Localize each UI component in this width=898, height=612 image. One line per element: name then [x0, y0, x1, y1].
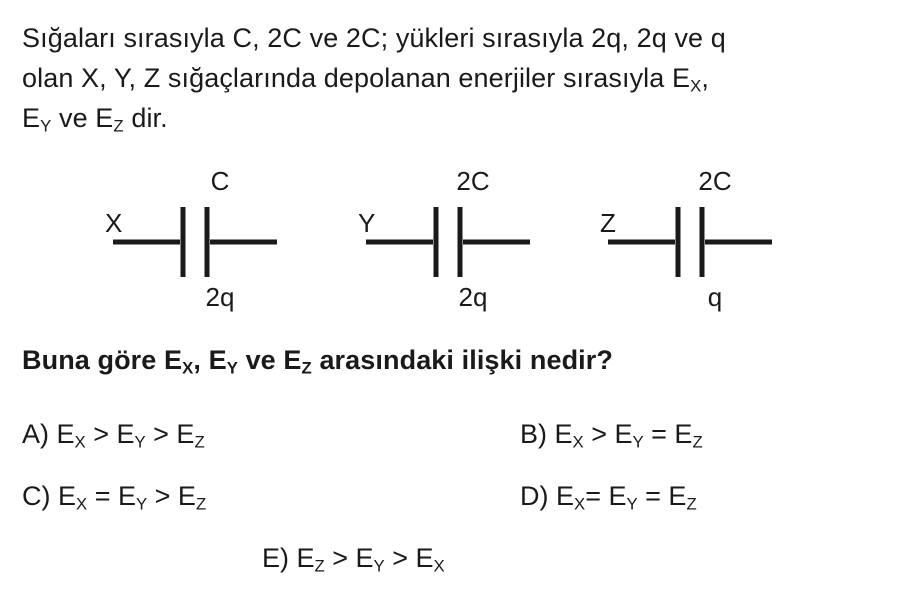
- stem-sub-x: X: [690, 76, 702, 96]
- capacitance-label-z: 2C: [698, 166, 732, 196]
- option-a-letter: A): [22, 419, 49, 449]
- prompt-part-2: , E: [193, 345, 227, 375]
- stem-line-3-tail: dir.: [123, 103, 168, 133]
- option-a[interactable]: [22, 418, 205, 450]
- prompt-part-3: ve E: [237, 345, 302, 375]
- capacitance-label-y: 2C: [456, 166, 490, 196]
- prompt-sub-y: Y: [226, 358, 238, 378]
- stem-line-2-text: olan X, Y, Z sığaçlarında depolanan enerjiler sırasıyla E: [22, 63, 691, 93]
- capacitor-symbol-icon: [95, 202, 305, 282]
- stem-line-3-mid: ve E: [51, 103, 114, 133]
- capacitor-diagram-y: [348, 160, 598, 330]
- option-c-letter: C): [22, 481, 51, 511]
- charge-label-z: q: [707, 282, 723, 312]
- option-d-text: $E_X= E_Y = E_Z$: [556, 481, 697, 514]
- stem-line-2-tail: ,: [701, 63, 709, 93]
- stem-sub-z: Z: [113, 116, 124, 136]
- prompt-part-4: arasındaki ilişki nedir?: [311, 345, 613, 375]
- option-d[interactable]: [520, 480, 697, 512]
- charge-label-y: 2q: [458, 282, 488, 312]
- capacitor-diagram-x: [95, 160, 345, 330]
- capacitor-name-y: Y: [358, 208, 376, 238]
- stem-line-3-text: E: [22, 103, 41, 133]
- option-b[interactable]: [520, 418, 703, 450]
- capacitor-name-z: Z: [600, 208, 616, 238]
- capacitor-name-x: X: [105, 208, 123, 238]
- capacitor-symbol-icon: [348, 202, 558, 282]
- option-e-text: $E_Z > E_Y > E_X$: [296, 543, 445, 576]
- prompt-sub-x: X: [182, 358, 194, 378]
- option-e-letter: E): [262, 543, 289, 573]
- capacitor-diagrams: [0, 160, 898, 330]
- capacitor-diagram-z: [590, 160, 840, 330]
- question-stem: [22, 18, 878, 138]
- capacitance-label-x: C: [210, 166, 230, 196]
- option-a-text: $E_X > E_Y > E_Z$: [56, 419, 205, 452]
- option-c-text: $E_X = E_Y > E_Z$: [58, 481, 207, 514]
- option-e[interactable]: [262, 542, 445, 574]
- capacitor-symbol-icon: [590, 202, 800, 282]
- stem-line-1: Sığaları sırasıyla C, 2C ve 2C; yükleri sırasıyla 2q, 2q ve q: [22, 23, 726, 53]
- prompt-part-1: Buna göre E: [22, 345, 183, 375]
- question-prompt: [22, 345, 613, 376]
- option-c[interactable]: [22, 480, 206, 512]
- option-d-letter: D): [520, 481, 549, 511]
- option-b-text: $E_X > E_Y = E_Z$: [554, 419, 703, 452]
- charge-label-x: 2q: [205, 282, 235, 312]
- stem-sub-y: Y: [40, 116, 52, 136]
- option-b-letter: B): [520, 419, 547, 449]
- prompt-sub-z: Z: [301, 358, 312, 378]
